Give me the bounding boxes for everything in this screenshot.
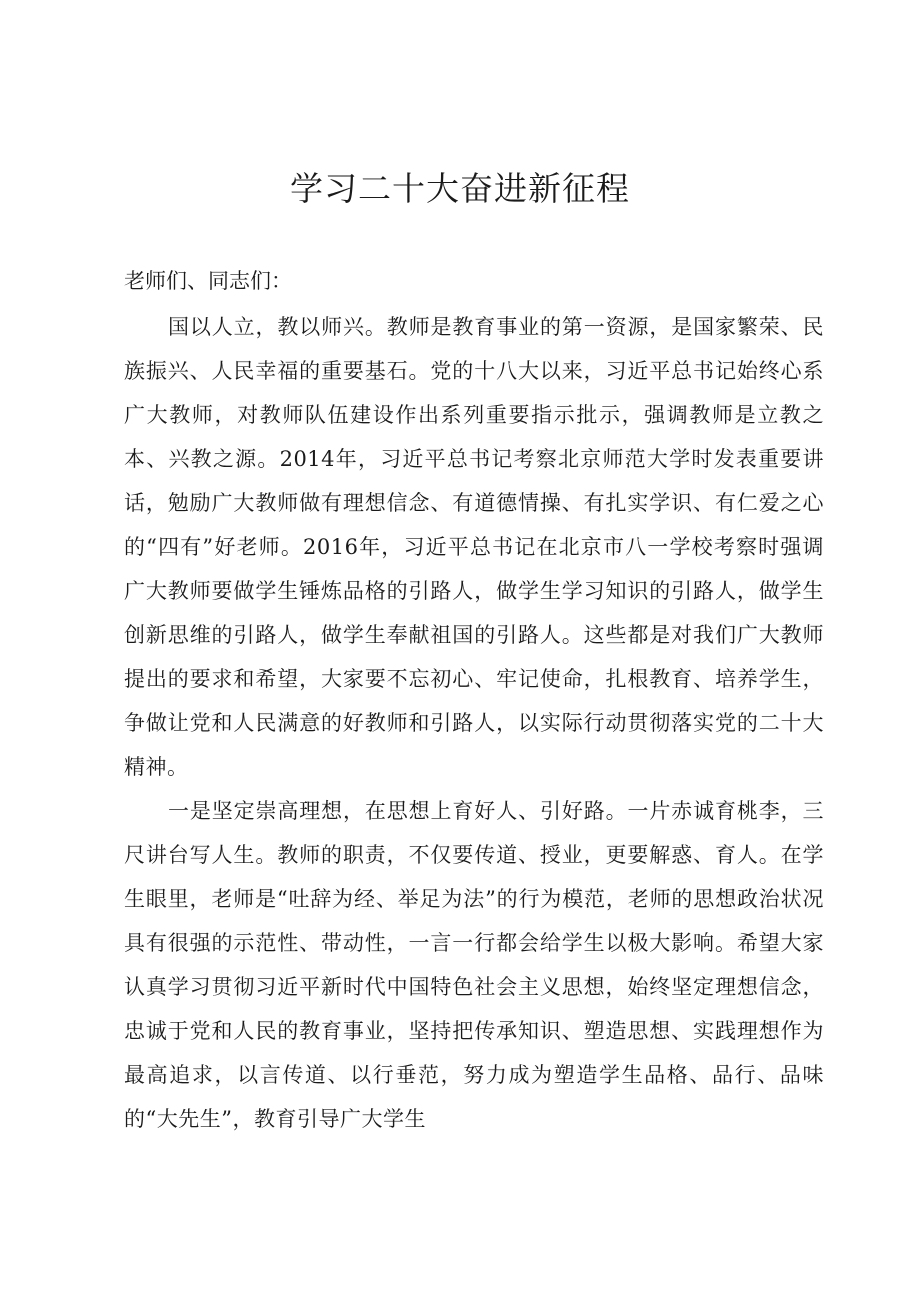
document-body (124, 259, 824, 1141)
document-title: 学习二十大奋进新征程 (290, 169, 630, 208)
paragraph-point-one: 一是坚定崇高理想，在思想上育好人、引好路。一片赤诚育桃李，三尺讲台写人生。教师的职责，不仅要传道、授业，更要解惑、育人。在学生眼里，老师是“吐辞为经、举足为法”的行为模范，老师的思想政治状况具有很强的示范性、带动性，一言一行都会给学生以极大影响。希望大家认真学习贯彻习近平新时代中国特色社会主义思想，始终坚定理想信念，忠诚于党和人民的教育事业，坚持把传承知识、塑造思想、实践理想作为最高追求，以言传道、以行垂范，努力成为塑造学生品格、品行、品味的“大先生”，教育引导广大学生 (124, 799, 824, 1131)
salutation: 老师们、同志们： (124, 269, 292, 293)
paragraph-intro: 国以人立，教以师兴。教师是教育事业的第一资源，是国家繁荣、民族振兴、人民幸福的重要基石。党的十八大以来，习近平总书记始终心系广大教师，对教师队伍建设作出系列重要指示批示，强调教师是立教之本、兴教之源。2014年，习近平总书记考察北京师范大学时发表重要讲话，勉励广大教师做有理想信念、有道德情操、有扎实学识、有仁爱之心的“四有”好老师。2016年，习近平总书记在北京市八一学校考察时强调广大教师要做学生锤炼品格的引路人，做学生学习知识的引路人，做学生创新思维的引路人，做学生奉献祖国的引路人。这些都是对我们广大教师提出的要求和希望，大家要不忘初心、牢记使命，扎根教育、培养学生，争做让党和人民满意的好教师和引路人，以实际行动贯彻落实党的二十大精神。 (124, 315, 824, 779)
